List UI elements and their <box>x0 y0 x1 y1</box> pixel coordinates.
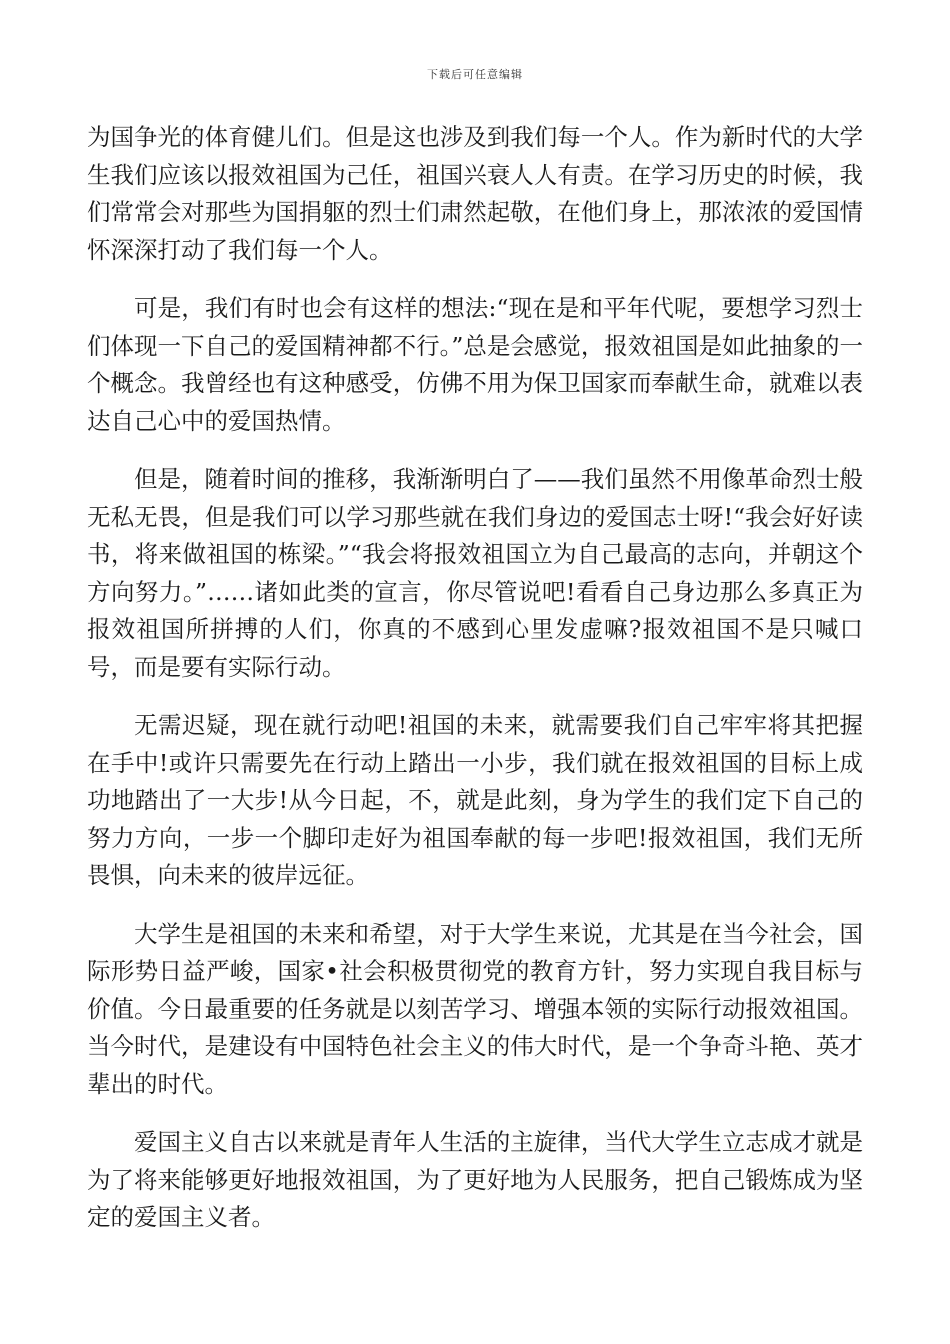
page-header: 下载后可任意编辑 <box>427 68 523 81</box>
paragraph-3: 但是，随着时间的推移，我渐渐明白了——我们虽然不用像革命烈士般无私无畏，但是我们可以学习那些就在我们身边的爱国志士呀!“我会好好读书，将来做祖国的栋梁。”“我会将报效祖国立为自己最高的志向，并朝这个方向努力。”……诸如此类的宣言，你尽管说吧!看看自己身边那么多真正为报效祖国所拼搏的人们，你真的不感到心里发虚嘛?报效祖国不是只喊口号，而是要有实际行动。 <box>87 465 863 681</box>
document-body <box>87 119 863 1258</box>
paragraph-1: 为国争光的体育健儿们。但是这也涉及到我们每一个人。作为新时代的大学生我们应该以报效祖国为己任，祖国兴衰人人有责。在学习历史的时候，我们常常会对那些为国捐躯的烈士们肃然起敬，在他们身上，那浓浓的爱国情怀深深打动了我们每一个人。 <box>87 123 863 264</box>
paragraph-6: 爱国主义自古以来就是青年人生活的主旋律，当代大学生立志成才就是为了将来能够更好地报效祖国，为了更好地为人民服务，把自己锻炼成为坚定的爱国主义者。 <box>87 1128 863 1231</box>
paragraph-4: 无需迟疑，现在就行动吧!祖国的未来，就需要我们自己牢牢将其把握在手中!或许只需要先在行动上踏出一小步，我们就在报效祖国的目标上成功地踏出了一大步!从今日起，不，就是此刻，身为学生的我们定下自己的努力方向，一步一个脚印走好为祖国奉献的每一步吧!报效祖国，我们无所畏惧，向未来的彼岸远征。 <box>87 711 863 889</box>
paragraph-5: 大学生是祖国的未来和希望，对于大学生来说，尤其是在当今社会，国际形势日益严峻，国家•社会积极贯彻党的教育方针，努力实现自我目标与价值。今日最重要的任务就是以刻苦学习、增强本领的实际行动报效祖国。当今时代，是建设有中国特色社会主义的伟大时代，是一个争奇斗艳、英才辈出的时代。 <box>87 919 863 1098</box>
paragraph-2: 可是，我们有时也会有这样的想法:“现在是和平年代呢，要想学习烈士们体现一下自己的爱国精神都不行。”总是会感觉，报效祖国是如此抽象的一个概念。我曾经也有这种感受，仿佛不用为保卫国家而奉献生命，就难以表达自己心中的爱国热情。 <box>87 294 863 435</box>
